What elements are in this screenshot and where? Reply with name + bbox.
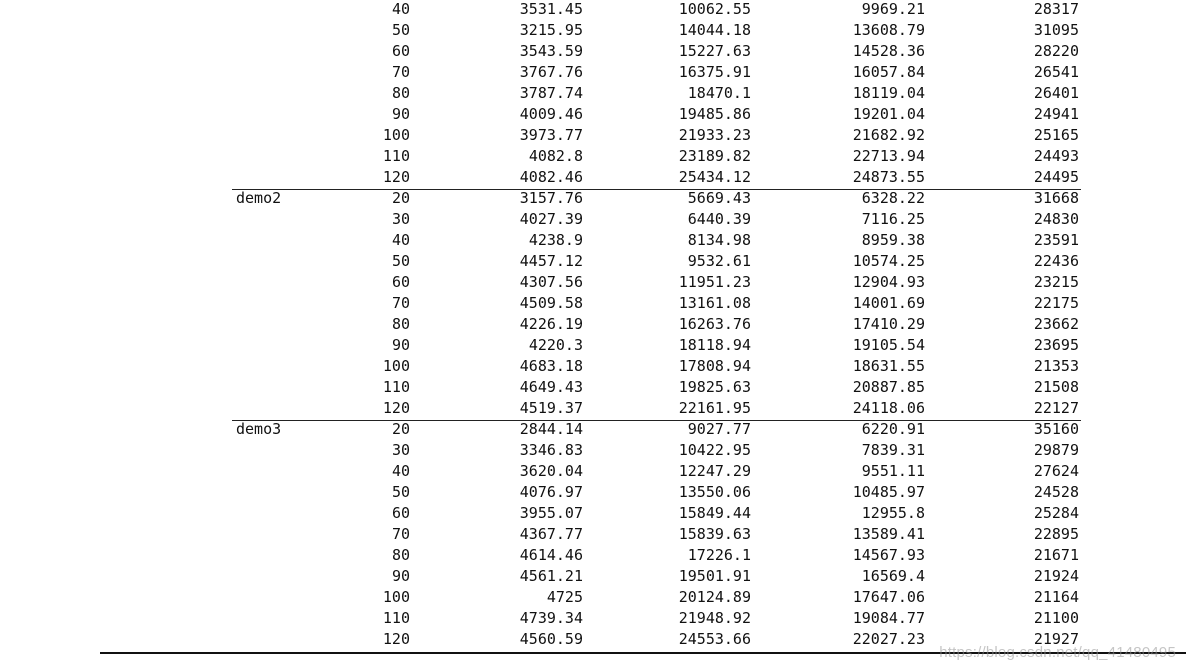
col-a-cell: 3787.74 [519,84,583,102]
col-d-cell: 35160 [1033,420,1079,438]
n-cell: 100 [382,588,410,606]
col-c-cell: 19105.54 [852,336,925,354]
n-cell: 20 [391,420,410,438]
col-a-cell: 4519.37 [519,399,583,417]
table-row [0,167,1190,188]
n-cell: 120 [382,399,410,417]
table-row [0,251,1190,272]
col-a-cell: 3543.59 [519,42,583,60]
col-c-cell: 6328.22 [861,189,925,207]
table-row [0,335,1190,356]
n-cell: 90 [391,567,410,585]
n-cell: 90 [391,336,410,354]
table-row [0,20,1190,41]
table-row [0,608,1190,629]
col-c-cell: 12955.8 [861,504,925,522]
table-row [0,272,1190,293]
n-cell: 110 [382,609,410,627]
table-row [0,188,1190,209]
watermark: https://blog.csdn.net/qq_41480495 [939,644,1176,661]
col-d-cell: 24493 [1033,147,1079,165]
n-cell: 60 [391,273,410,291]
col-a-cell: 3215.95 [519,21,583,39]
group-label: demo3 [236,420,282,438]
col-a-cell: 3620.04 [519,462,583,480]
col-c-cell: 19201.04 [852,105,925,123]
col-d-cell: 22127 [1033,399,1079,417]
col-d-cell: 27624 [1033,462,1079,480]
col-a-cell: 4082.46 [519,168,583,186]
col-b-cell: 13161.08 [678,294,751,312]
table-row [0,545,1190,566]
col-a-cell: 3157.76 [519,189,583,207]
col-c-cell: 18119.04 [852,84,925,102]
col-b-cell: 14044.18 [678,21,751,39]
n-cell: 100 [382,126,410,144]
col-b-cell: 9532.61 [687,252,751,270]
col-d-cell: 23591 [1033,231,1079,249]
table-row [0,524,1190,545]
col-b-cell: 6440.39 [687,210,751,228]
col-c-cell: 10485.97 [852,483,925,501]
table-row [0,0,1190,20]
col-a-cell: 4238.9 [528,231,583,249]
n-cell: 40 [391,231,410,249]
col-b-cell: 17808.94 [678,357,751,375]
col-c-cell: 17647.06 [852,588,925,606]
col-c-cell: 18631.55 [852,357,925,375]
col-b-cell: 17226.1 [687,546,751,564]
col-c-cell: 13589.41 [852,525,925,543]
n-cell: 50 [391,21,410,39]
col-d-cell: 21671 [1033,546,1079,564]
table-row [0,566,1190,587]
col-b-cell: 16375.91 [678,63,751,81]
col-d-cell: 24528 [1033,483,1079,501]
col-d-cell: 29879 [1033,441,1079,459]
col-d-cell: 24941 [1033,105,1079,123]
col-a-cell: 3346.83 [519,441,583,459]
n-cell: 100 [382,357,410,375]
col-c-cell: 9969.21 [861,0,925,18]
col-b-cell: 18118.94 [678,336,751,354]
col-d-cell: 21924 [1033,567,1079,585]
col-c-cell: 22713.94 [852,147,925,165]
table-row [0,83,1190,104]
n-cell: 120 [382,630,410,648]
table-row [0,482,1190,503]
col-c-cell: 14001.69 [852,294,925,312]
n-cell: 50 [391,483,410,501]
col-d-cell: 21508 [1033,378,1079,396]
col-a-cell: 4614.46 [519,546,583,564]
table-row [0,440,1190,461]
col-d-cell: 28220 [1033,42,1079,60]
col-a-cell: 4009.46 [519,105,583,123]
col-b-cell: 10422.95 [678,441,751,459]
col-a-cell: 4457.12 [519,252,583,270]
col-b-cell: 9027.77 [687,420,751,438]
col-a-cell: 4076.97 [519,483,583,501]
col-b-cell: 24553.66 [678,630,751,648]
col-a-cell: 4226.19 [519,315,583,333]
col-c-cell: 12904.93 [852,273,925,291]
n-cell: 30 [391,210,410,228]
col-a-cell: 3767.76 [519,63,583,81]
col-c-cell: 20887.85 [852,378,925,396]
table-row [0,461,1190,482]
col-c-cell: 7839.31 [861,441,925,459]
col-c-cell: 16057.84 [852,63,925,81]
col-a-cell: 4725 [546,588,583,606]
col-a-cell: 4082.8 [528,147,583,165]
n-cell: 50 [391,252,410,270]
col-d-cell: 22436 [1033,252,1079,270]
col-c-cell: 14528.36 [852,42,925,60]
n-cell: 110 [382,147,410,165]
col-c-cell: 22027.23 [852,630,925,648]
col-b-cell: 21933.23 [678,126,751,144]
col-a-cell: 4367.77 [519,525,583,543]
col-b-cell: 11951.23 [678,273,751,291]
col-b-cell: 21948.92 [678,609,751,627]
col-a-cell: 4683.18 [519,357,583,375]
col-d-cell: 23695 [1033,336,1079,354]
col-d-cell: 21164 [1033,588,1079,606]
col-b-cell: 15849.44 [678,504,751,522]
table-row [0,230,1190,251]
col-d-cell: 21927 [1033,630,1079,648]
col-a-cell: 4027.39 [519,210,583,228]
n-cell: 70 [391,63,410,81]
col-a-cell: 4509.58 [519,294,583,312]
n-cell: 20 [391,189,410,207]
col-b-cell: 13550.06 [678,483,751,501]
n-cell: 40 [391,462,410,480]
n-cell: 70 [391,525,410,543]
col-d-cell: 23215 [1033,273,1079,291]
col-b-cell: 10062.55 [678,0,751,18]
col-d-cell: 31095 [1033,21,1079,39]
col-c-cell: 16569.4 [861,567,925,585]
col-d-cell: 25284 [1033,504,1079,522]
n-cell: 30 [391,441,410,459]
col-c-cell: 21682.92 [852,126,925,144]
table-row [0,398,1190,419]
col-a-cell: 3531.45 [519,0,583,18]
col-d-cell: 28317 [1033,0,1079,18]
col-a-cell: 4307.56 [519,273,583,291]
n-cell: 70 [391,294,410,312]
col-c-cell: 8959.38 [861,231,925,249]
col-b-cell: 22161.95 [678,399,751,417]
table-row [0,146,1190,167]
col-c-cell: 13608.79 [852,21,925,39]
n-cell: 110 [382,378,410,396]
n-cell: 60 [391,42,410,60]
n-cell: 90 [391,105,410,123]
col-b-cell: 19825.63 [678,378,751,396]
col-d-cell: 22175 [1033,294,1079,312]
col-a-cell: 4649.43 [519,378,583,396]
n-cell: 80 [391,315,410,333]
col-d-cell: 26401 [1033,84,1079,102]
col-b-cell: 18470.1 [687,84,751,102]
col-c-cell: 6220.91 [861,420,925,438]
col-d-cell: 25165 [1033,126,1079,144]
col-d-cell: 31668 [1033,189,1079,207]
n-cell: 80 [391,546,410,564]
col-b-cell: 25434.12 [678,168,751,186]
table-row [0,62,1190,83]
n-cell: 40 [391,0,410,18]
table-row [0,356,1190,377]
col-b-cell: 12247.29 [678,462,751,480]
col-a-cell: 4560.59 [519,630,583,648]
table-row [0,587,1190,608]
col-c-cell: 24118.06 [852,399,925,417]
table-row [0,104,1190,125]
col-b-cell: 8134.98 [687,231,751,249]
col-d-cell: 22895 [1033,525,1079,543]
table-row [0,314,1190,335]
table-row [0,41,1190,62]
col-a-cell: 4220.3 [528,336,583,354]
table-row [0,293,1190,314]
n-cell: 80 [391,84,410,102]
col-b-cell: 15839.63 [678,525,751,543]
col-b-cell: 15227.63 [678,42,751,60]
col-d-cell: 26541 [1033,63,1079,81]
col-d-cell: 24830 [1033,210,1079,228]
col-b-cell: 16263.76 [678,315,751,333]
table-row [0,503,1190,524]
col-d-cell: 23662 [1033,315,1079,333]
col-c-cell: 19084.77 [852,609,925,627]
col-d-cell: 21100 [1033,609,1079,627]
col-c-cell: 9551.11 [861,462,925,480]
n-cell: 60 [391,504,410,522]
col-a-cell: 3973.77 [519,126,583,144]
col-c-cell: 7116.25 [861,210,925,228]
col-b-cell: 19501.91 [678,567,751,585]
col-b-cell: 23189.82 [678,147,751,165]
col-a-cell: 4739.34 [519,609,583,627]
col-c-cell: 24873.55 [852,168,925,186]
table-row [0,419,1190,440]
table-row [0,377,1190,398]
col-d-cell: 21353 [1033,357,1079,375]
col-c-cell: 14567.93 [852,546,925,564]
col-a-cell: 2844.14 [519,420,583,438]
group-label: demo2 [236,189,282,207]
col-a-cell: 4561.21 [519,567,583,585]
col-a-cell: 3955.07 [519,504,583,522]
col-d-cell: 24495 [1033,168,1079,186]
col-b-cell: 19485.86 [678,105,751,123]
col-c-cell: 10574.25 [852,252,925,270]
col-c-cell: 17410.29 [852,315,925,333]
col-b-cell: 20124.89 [678,588,751,606]
table-row [0,209,1190,230]
table-row [0,125,1190,146]
col-b-cell: 5669.43 [687,189,751,207]
n-cell: 120 [382,168,410,186]
